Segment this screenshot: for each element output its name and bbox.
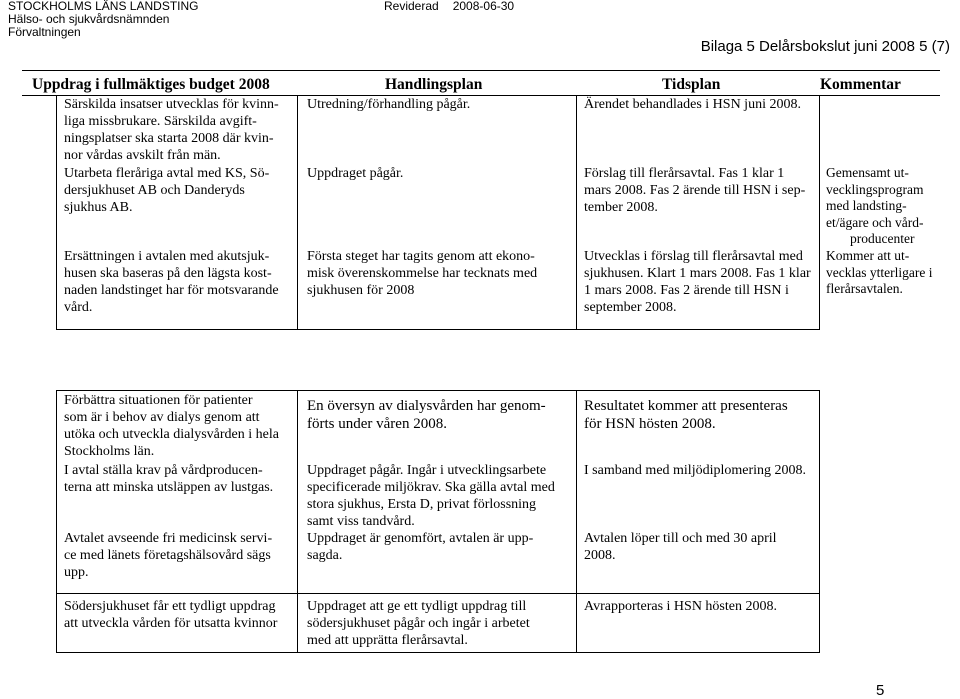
table2-divider-1 bbox=[297, 390, 298, 652]
table-row-7-handlingsplan: Uppdraget att ge ett tydligt uppdrag till södersjukhuset pågår och ingår i arbetet med att upprätta flerårsavtal. bbox=[307, 599, 530, 648]
col-header-handlingsplan: Handlingsplan bbox=[385, 76, 483, 93]
table-row-3-handlingsplan: Första steget har tagits genom att ekono- misk överenskommelse har tecknats med sjukhusen för 2008 bbox=[307, 249, 538, 298]
table-row-1-tidsplan: Ärendet behandlades i HSN juni 2008. bbox=[584, 97, 801, 112]
org-unit: Förvaltningen bbox=[8, 25, 81, 39]
table-row-3-kommentar: Kommer att ut- vecklas ytterligare i flerårsavtalen. bbox=[826, 248, 933, 296]
table-row-7-uppdrag: Södersjukhuset får ett tydligt uppdrag att utveckla vården för utsatta kvinnor bbox=[64, 599, 278, 631]
table-top-rule bbox=[22, 70, 940, 71]
revision-info bbox=[384, 0, 528, 13]
col-header-kommentar: Kommentar bbox=[820, 76, 901, 93]
table1-divider-2 bbox=[576, 95, 577, 329]
appendix-title: Bilaga 5 Delårsbokslut juni 2008 5 (7) bbox=[700, 38, 950, 55]
col-header-tidsplan: Tidsplan bbox=[662, 76, 721, 93]
table-row-3-uppdrag: Ersättningen i avtalen med akutsjuk- husen ska baseras på den lägsta kost- naden landstinget har för motsvarande vård. bbox=[64, 249, 279, 315]
table-row-5-tidsplan: I samband med miljödiplomering 2008. bbox=[584, 463, 807, 478]
col-header-uppdrag: Uppdrag i fullmäktiges budget 2008 bbox=[32, 76, 270, 93]
table-row-1-uppdrag: Särskilda insatser utvecklas för kvinn- liga missbrukare. Särskilda avgift- ningsplatser ska starta 2008 där kvin- nor vårdas avskilt från män. bbox=[64, 97, 279, 163]
organization-header bbox=[8, 0, 199, 39]
page-number: 5 bbox=[876, 682, 885, 699]
table-row-4-handlingsplan: En översyn av dialysvården har genom- förts under våren 2008. bbox=[307, 398, 546, 432]
table-row-6-uppdrag: Avtalet avseende fri medicinsk servi- ce med länets företagshälsovård sägs upp. bbox=[64, 531, 273, 580]
table-row-2-kommentar: Gemensamt ut- vecklingsprogram med landsting- et/ägare och vård- producenter bbox=[826, 165, 924, 246]
table-row-2-tidsplan: Förslag till flerårsavtal. Fas 1 klar 1 mars 2008. Fas 2 ärende till HSN i sep- tember 2008. bbox=[584, 166, 806, 215]
table-row-2-handlingsplan: Uppdraget pågår. bbox=[307, 166, 404, 181]
table-row-3-tidsplan: Utvecklas i förslag till flerårsavtal med sjukhusen. Klart 1 mars 2008. Fas 1 klar 1 mars 2008. Fas 2 ärende till HSN i september 2008. bbox=[584, 249, 811, 315]
table2-divider-2 bbox=[576, 390, 577, 652]
table1-divider-1 bbox=[297, 95, 298, 329]
table-row-6-tidsplan: Avtalen löper till och med 30 april 2008. bbox=[584, 531, 777, 563]
table-row-4-tidsplan: Resultatet kommer att presenteras för HSN hösten 2008. bbox=[584, 398, 788, 432]
revised-date: 2008-06-30 bbox=[452, 0, 515, 13]
table-row-6-handlingsplan: Uppdraget är genomfört, avtalen är upp- sagda. bbox=[307, 531, 534, 563]
org-committee: Hälso- och sjukvårdsnämnden bbox=[8, 12, 170, 26]
table2-row-separator bbox=[56, 593, 820, 594]
revised-label: Reviderad bbox=[384, 0, 439, 13]
table-row-1-handlingsplan: Utredning/förhandling pågår. bbox=[307, 97, 471, 112]
table-row-5-uppdrag: I avtal ställa krav på vårdproducen- terna att minska utsläppen av lustgas. bbox=[64, 463, 274, 495]
org-name: STOCKHOLMS LÄNS LANDSTING bbox=[8, 0, 199, 13]
table-row-2-uppdrag: Utarbeta fleråriga avtal med KS, Sö- dersjukhuset AB och Danderyds sjukhus AB. bbox=[64, 166, 270, 215]
table-row-7-tidsplan: Avrapporteras i HSN hösten 2008. bbox=[584, 599, 777, 614]
table-row-4-uppdrag: Förbättra situationen för patienter som är i behov av dialys genom att utöka och utveckla dialysvården i hela Stockholms län. bbox=[64, 393, 279, 459]
table-row-5-handlingsplan: Uppdraget pågår. Ingår i utvecklingsarbete specificerade miljökrav. Ska gälla avtal med stora sjukhus, Ersta D, privat förlossning samt viss tandvård. bbox=[307, 463, 555, 529]
